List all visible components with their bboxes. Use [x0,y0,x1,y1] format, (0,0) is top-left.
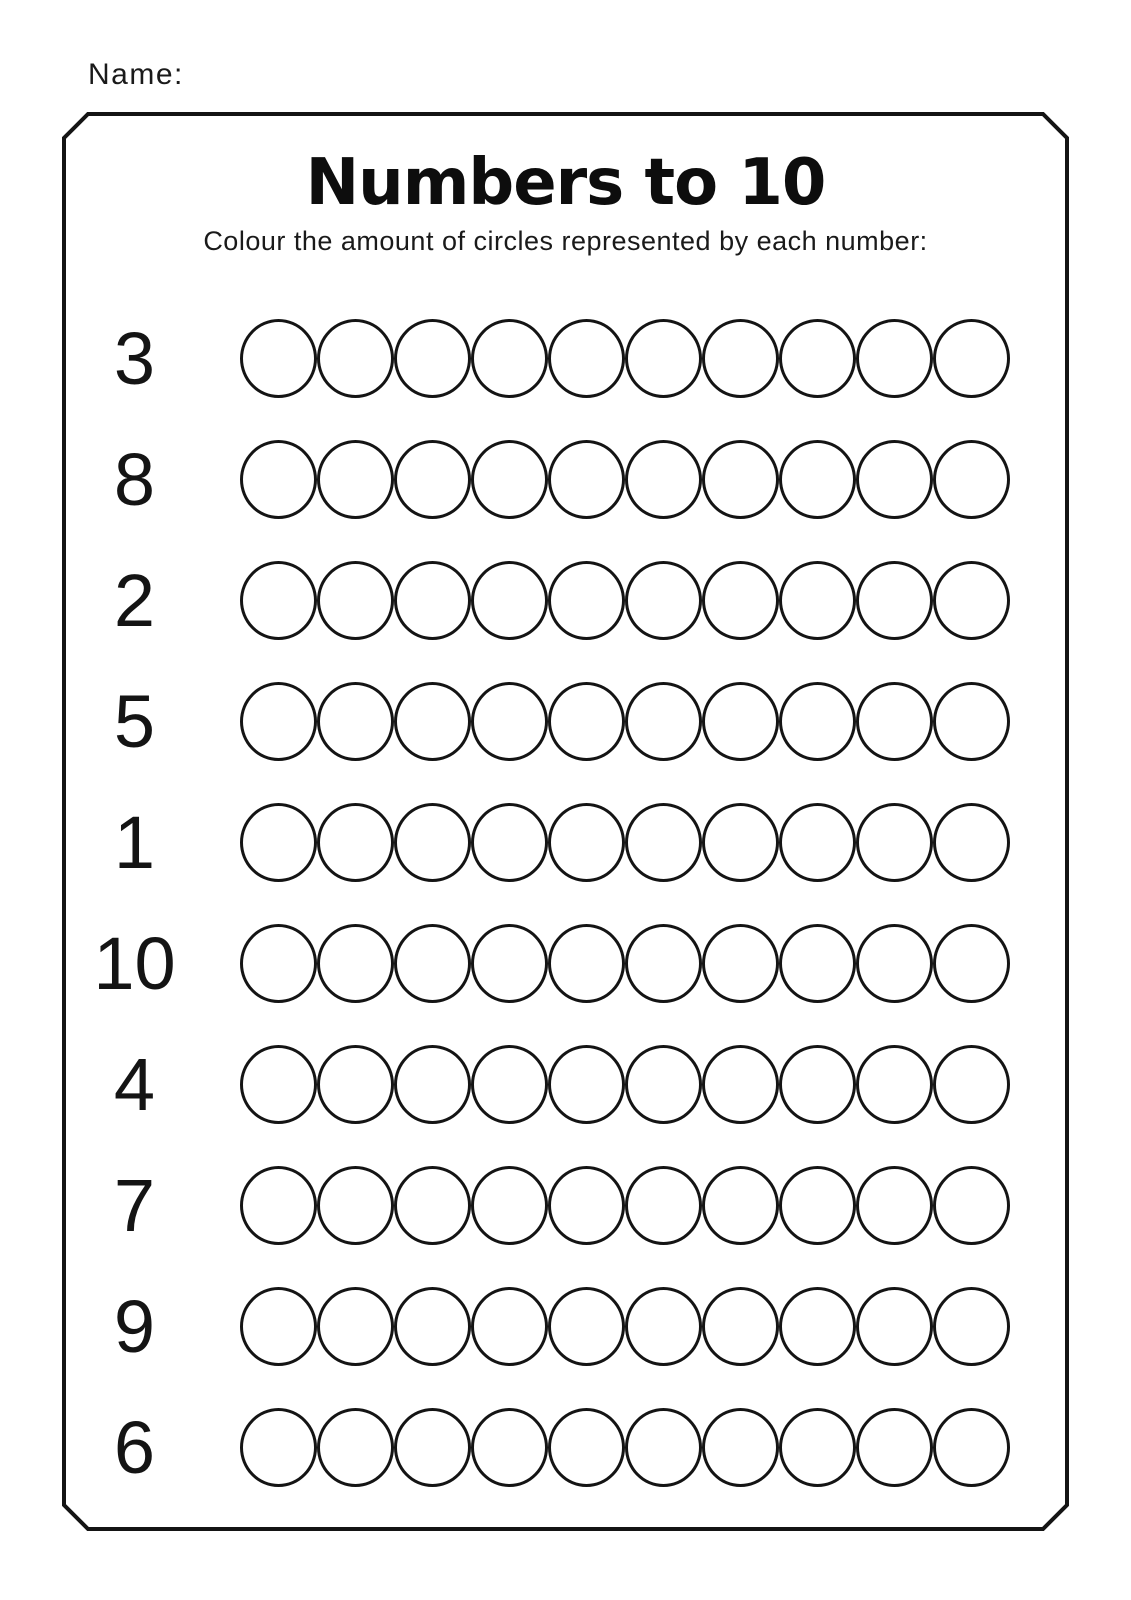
row [62,782,1069,903]
circle[interactable] [240,1408,317,1487]
circle[interactable] [548,319,625,398]
circle[interactable] [471,803,548,882]
row [62,1266,1069,1387]
row-number: 9 [113,1284,156,1368]
circle[interactable] [779,440,856,519]
circles-row [240,803,1010,882]
circle[interactable] [625,561,702,640]
circle[interactable] [394,1408,471,1487]
circle[interactable] [394,682,471,761]
circle[interactable] [394,1045,471,1124]
circle[interactable] [240,440,317,519]
circles-row [240,924,1010,1003]
circle[interactable] [317,1166,394,1245]
circle[interactable] [317,319,394,398]
circle[interactable] [933,319,1010,398]
circle[interactable] [625,440,702,519]
circle[interactable] [471,682,548,761]
circle[interactable] [702,924,779,1003]
page-title: Numbers to 10 [305,146,826,220]
row-number: 5 [113,679,156,763]
circle[interactable] [856,1408,933,1487]
circle[interactable] [471,924,548,1003]
row [62,1145,1069,1266]
circle[interactable] [856,440,933,519]
circle[interactable] [779,924,856,1003]
circles-row [240,1166,1010,1245]
circle[interactable] [471,561,548,640]
circles-row [240,1287,1010,1366]
circle[interactable] [240,1287,317,1366]
circle[interactable] [702,1408,779,1487]
circle[interactable] [548,803,625,882]
circle[interactable] [856,1045,933,1124]
circle[interactable] [933,924,1010,1003]
row-number: 4 [113,1042,156,1126]
circle[interactable] [240,924,317,1003]
circle[interactable] [933,1166,1010,1245]
name-label: Name: [88,58,184,91]
circle[interactable] [625,1045,702,1124]
row [62,1387,1069,1508]
circle[interactable] [779,1045,856,1124]
circle[interactable] [548,1045,625,1124]
circle[interactable] [240,803,317,882]
circle[interactable] [779,682,856,761]
circle[interactable] [779,803,856,882]
circle[interactable] [625,803,702,882]
worksheet-content [62,112,1069,1531]
circles-row [240,682,1010,761]
circle[interactable] [317,1045,394,1124]
circle[interactable] [779,561,856,640]
row [62,903,1069,1024]
circle[interactable] [394,440,471,519]
circle[interactable] [240,319,317,398]
circle[interactable] [394,319,471,398]
circle[interactable] [856,1287,933,1366]
circle[interactable] [548,561,625,640]
instruction: Colour the amount of circles represented by each number: [203,226,928,257]
circle[interactable] [471,440,548,519]
circle[interactable] [548,1408,625,1487]
circle[interactable] [856,682,933,761]
row-number: 2 [113,558,156,642]
circle[interactable] [702,319,779,398]
circle[interactable] [317,924,394,1003]
circle[interactable] [471,319,548,398]
circle[interactable] [317,682,394,761]
circle[interactable] [471,1408,548,1487]
circle[interactable] [394,1287,471,1366]
row-number: 3 [113,316,156,400]
circle[interactable] [702,1287,779,1366]
circle[interactable] [625,924,702,1003]
circle[interactable] [933,440,1010,519]
circle[interactable] [317,803,394,882]
circle[interactable] [856,924,933,1003]
circle[interactable] [625,1408,702,1487]
row [62,298,1069,419]
circle[interactable] [702,561,779,640]
row-number: 1 [113,800,156,884]
circle[interactable] [702,440,779,519]
circle[interactable] [702,682,779,761]
circle[interactable] [933,1287,1010,1366]
circle[interactable] [625,319,702,398]
circle[interactable] [933,1408,1010,1487]
circle[interactable] [317,1287,394,1366]
circle[interactable] [240,1166,317,1245]
circle[interactable] [548,924,625,1003]
row-number: 7 [113,1163,156,1247]
circle[interactable] [394,924,471,1003]
circle[interactable] [779,1408,856,1487]
circle[interactable] [856,803,933,882]
circles-row [240,319,1010,398]
circle[interactable] [933,1045,1010,1124]
circle[interactable] [933,682,1010,761]
circle[interactable] [317,440,394,519]
circle[interactable] [625,682,702,761]
row [62,540,1069,661]
circle[interactable] [779,319,856,398]
circle[interactable] [856,1166,933,1245]
circle[interactable] [240,561,317,640]
circles-row [240,561,1010,640]
circle[interactable] [779,1166,856,1245]
row-number: 10 [93,921,176,1005]
circle[interactable] [779,1287,856,1366]
circle[interactable] [548,682,625,761]
circle[interactable] [702,1045,779,1124]
circle[interactable] [856,561,933,640]
circle[interactable] [240,682,317,761]
rows [62,298,1069,1508]
circle[interactable] [702,1166,779,1245]
circle[interactable] [240,1045,317,1124]
circle[interactable] [394,803,471,882]
circle[interactable] [548,1287,625,1366]
circles-row [240,440,1010,519]
circle[interactable] [471,1287,548,1366]
circle[interactable] [394,561,471,640]
circle[interactable] [625,1287,702,1366]
circle[interactable] [933,561,1010,640]
circles-row [240,1408,1010,1487]
circle[interactable] [471,1166,548,1245]
circle[interactable] [317,561,394,640]
circle[interactable] [702,803,779,882]
circle[interactable] [856,319,933,398]
row-number: 8 [113,437,156,521]
circle[interactable] [317,1408,394,1487]
circle[interactable] [471,1045,548,1124]
circle[interactable] [548,440,625,519]
circle[interactable] [394,1166,471,1245]
circle[interactable] [548,1166,625,1245]
row [62,419,1069,540]
circles-row [240,1045,1010,1124]
row [62,661,1069,782]
circle[interactable] [933,803,1010,882]
row [62,1024,1069,1145]
circle[interactable] [625,1166,702,1245]
row-number: 6 [113,1405,156,1489]
